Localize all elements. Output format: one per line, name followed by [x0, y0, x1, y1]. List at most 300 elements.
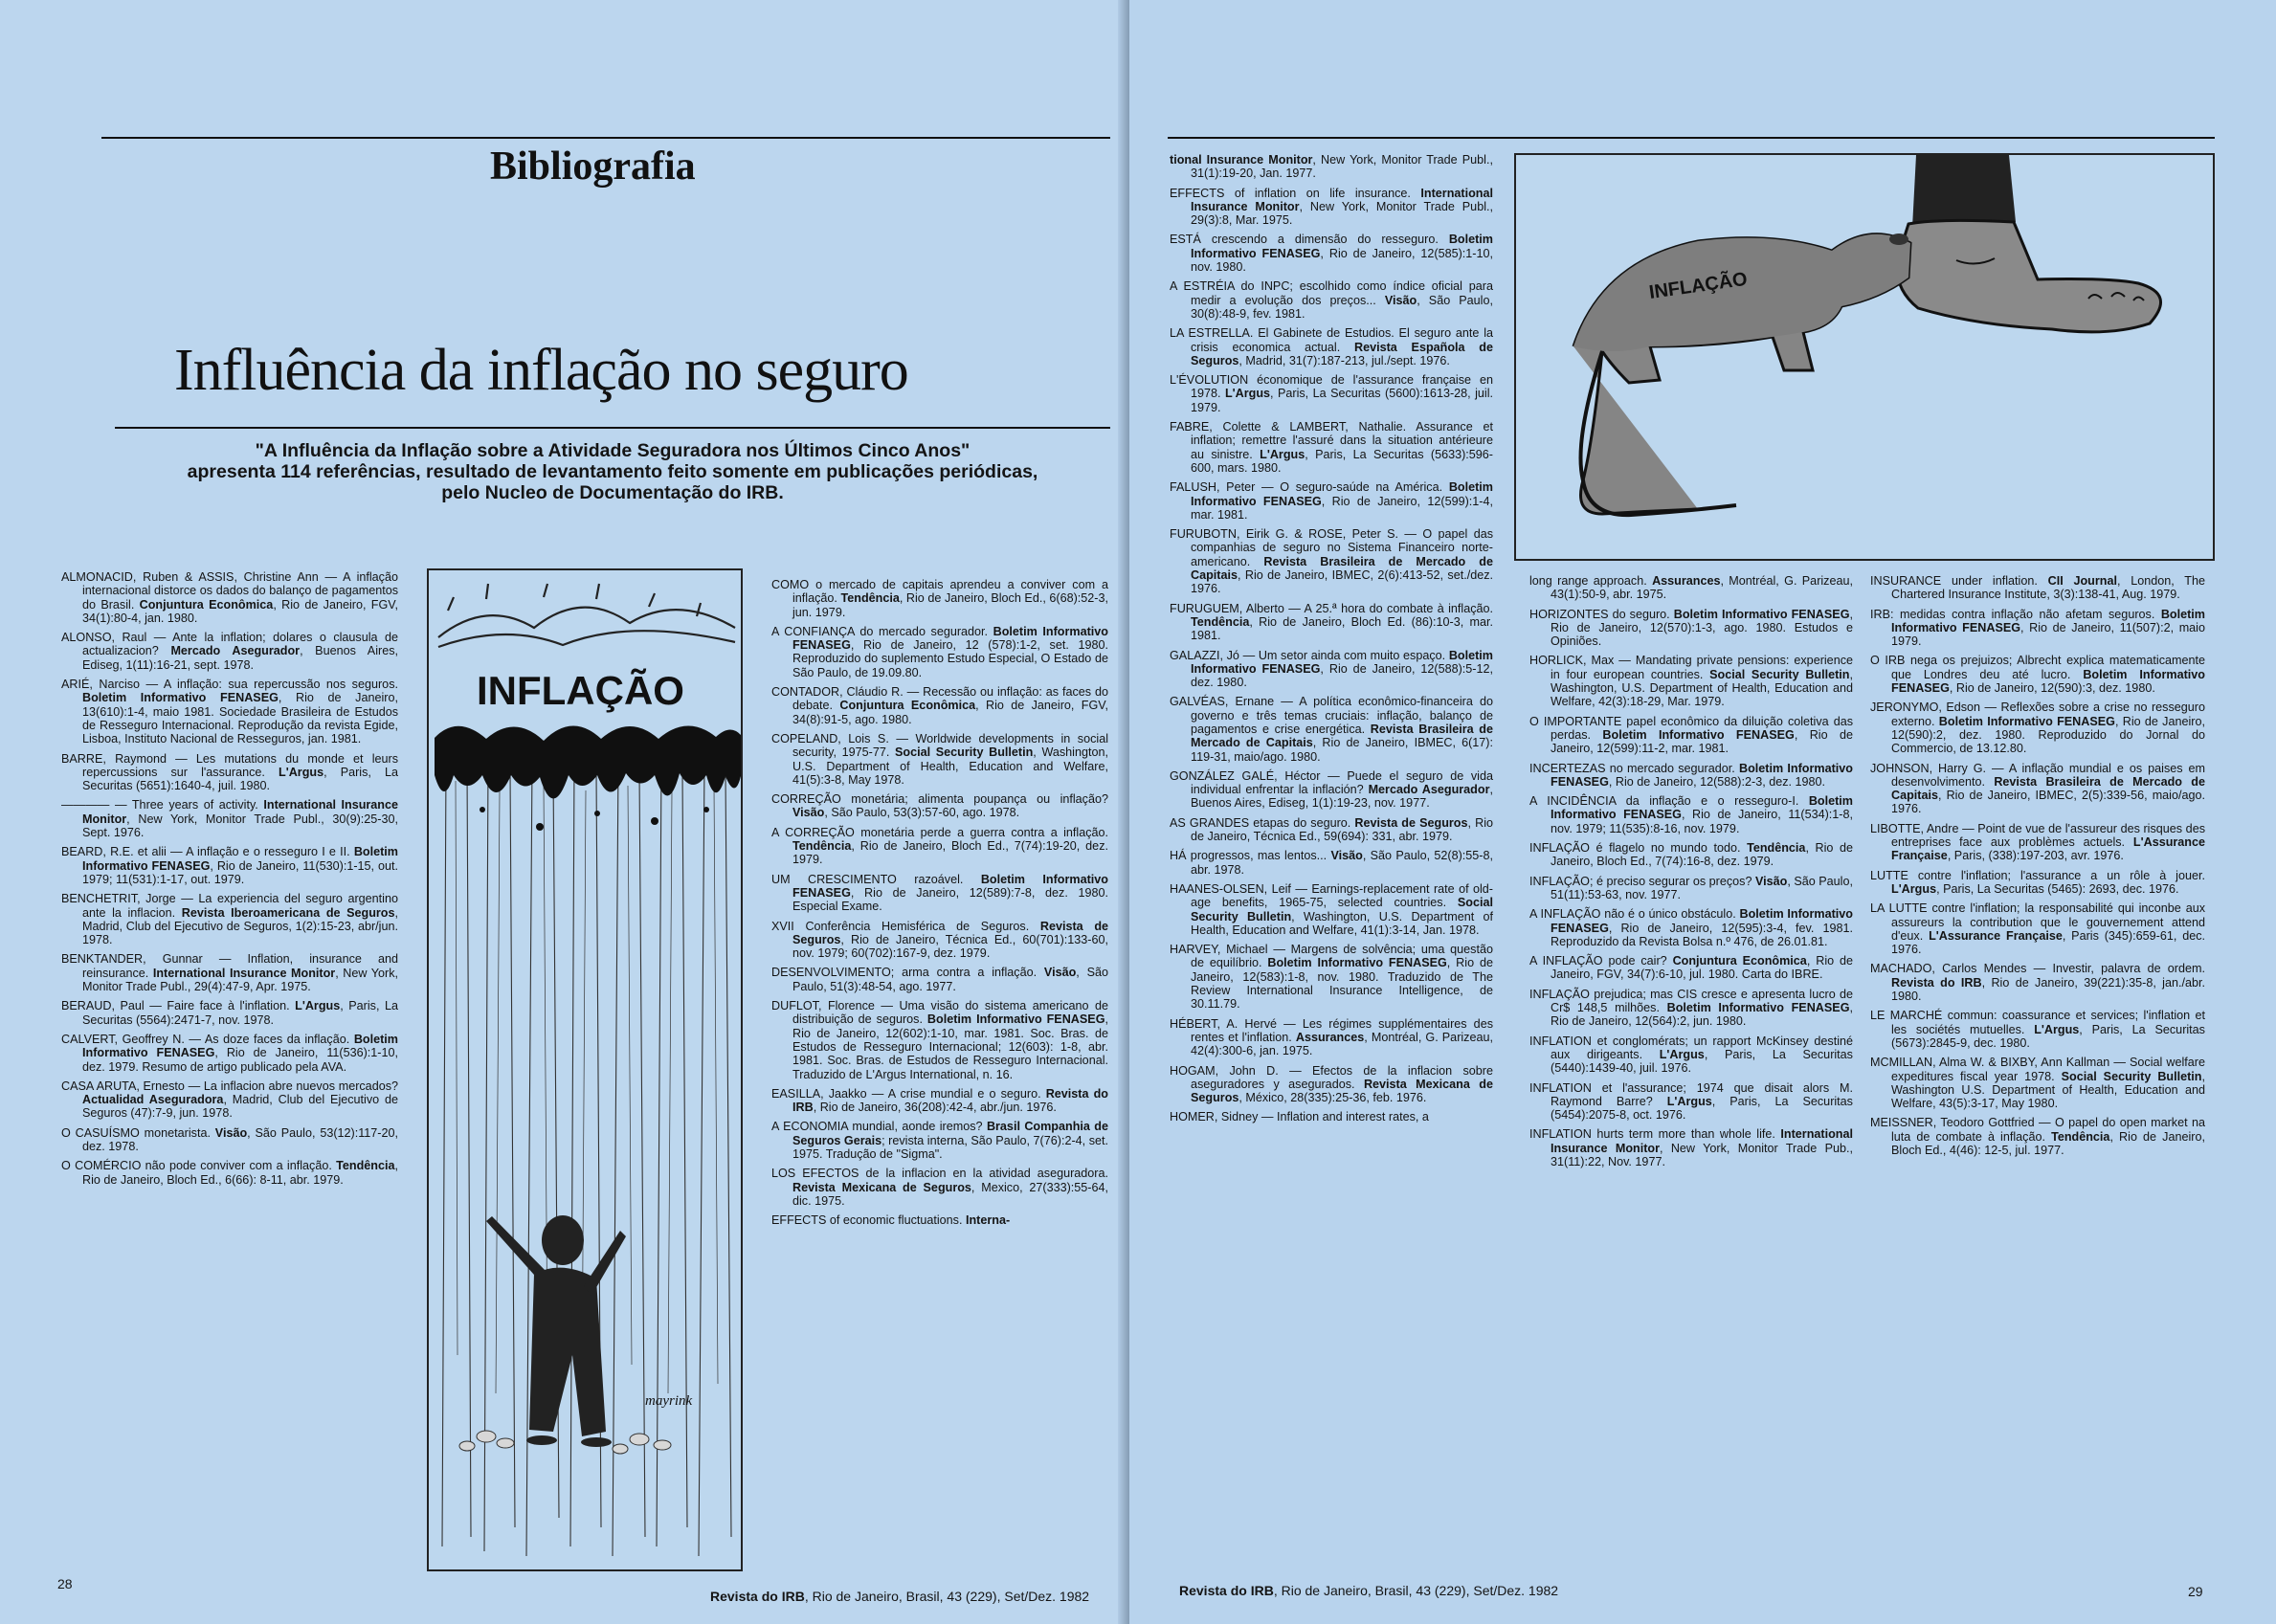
entry-source: Boletim Informativo FENASEG — [1191, 480, 1493, 508]
entry-source: Conjuntura Econômica — [1672, 954, 1807, 968]
entry-text: LA ESTRELLA. El Gabinete de Estudios. El seguro ante la crisis economica actual. — [1170, 326, 1493, 354]
entry-source: Revista Brasileira de Mercado de Capitais — [1191, 554, 1493, 583]
entry-source: Boletim Informativo FENASEG — [82, 1032, 398, 1060]
entry-text: BEARD, R.E. et alii — A inflação e o resseguro I e II. — [61, 845, 354, 859]
entry-text: GALAZZI, Jó — Um setor ainda com muito espaço. — [1170, 648, 1449, 662]
entry-details: , Paris, La Securitas (5465): 2693, dec. 1976. — [1936, 881, 2179, 896]
entry-source: Boletim Informativo FENASEG — [792, 624, 1108, 653]
bibliography-entry — [1870, 654, 2205, 695]
title-rule — [115, 427, 1110, 429]
bibliography-entry — [1870, 762, 2205, 816]
entry-text: CORREÇÃO monetária; alimenta poupança ou inflação? — [771, 792, 1108, 807]
entry-details: , São Paulo, 30(8):48-9, fev. 1981. — [1191, 293, 1493, 321]
entry-source: Visão — [792, 806, 825, 820]
entry-source: Mercado Asegurador — [170, 644, 301, 658]
bibliography-entry — [1870, 1009, 2205, 1050]
bibliography-entry — [1170, 279, 1493, 321]
entry-details: , Paris, La Securitas (5651):1640-4, juil. 1980. — [82, 765, 398, 793]
entry-source: Visão — [1043, 966, 1077, 980]
page-number: 28 — [57, 1576, 73, 1591]
entry-source: Revista do IRB — [1891, 975, 1982, 990]
bibliography-entry — [771, 732, 1108, 787]
entry-source: L'Argus — [279, 765, 324, 779]
entry-source: Revista Brasileira de Mercado de Capitais — [1891, 774, 2205, 803]
entry-details: , Buenos Aires, Ediseg, 1(1):19-23, nov. 1977. — [1191, 783, 1493, 811]
entry-text: CONTADOR, Cláudio R. — Recessão ou inflação: as faces do debate. — [771, 685, 1108, 713]
left-column-2 — [771, 578, 1108, 1233]
entry-source: tional Insurance Monitor — [1170, 153, 1313, 167]
entry-details: , Rio de Janeiro, 12(595):3-4, fev. 1981. Reproduzido da Revista Bolsa n.º 476, de 26.01.81. — [1551, 921, 1853, 948]
entry-details: , Montréal, G. Parizeau, 43(1):50-9, abr. 1975. — [1551, 574, 1853, 602]
entry-source: L'Argus — [2034, 1022, 2080, 1036]
entry-text: GONZÁLEZ GALÉ, Héctor — Puede el seguro de vida individual enfrentar la inflación? — [1170, 768, 1493, 797]
bibliography-entry — [771, 1087, 1108, 1115]
entry-details: , Paris, La Securitas (5600):1613-28, juil. 1979. — [1191, 387, 1493, 414]
entry-source: International Insurance Monitor — [1551, 1127, 1853, 1155]
bibliography-entry — [61, 952, 398, 993]
entry-text: HARVEY, Michael — Margens de solvência; uma questão de equilíbrio. — [1170, 943, 1493, 970]
rat-cartoon — [1514, 153, 2215, 561]
bibliography-entry — [61, 1159, 398, 1187]
bibliography-entry — [1170, 373, 1493, 414]
bibliography-entry — [1529, 608, 1853, 649]
entry-text: HOGAM, John D. — Efectos de la inflacion sobre aseguradores y asegurados. — [1170, 1063, 1493, 1091]
entry-text: ARIÉ, Narciso — A inflação: sua repercussão nos seguros. — [61, 678, 398, 692]
entry-source: Assurances — [1652, 574, 1721, 588]
entry-source: Visão — [1384, 293, 1417, 307]
entry-details: , Rio de Janeiro, 11(536):1-10, dez. 1979. Resumo de artigo publicado pela AVA. — [82, 1046, 398, 1074]
footer-info: , Rio de Janeiro, Brasil, 43 (229), Set/Dez. 1982 — [1273, 1583, 1559, 1598]
right-column-3 — [1870, 574, 2205, 1163]
entry-source: Conjuntura Econômica — [839, 699, 976, 713]
bibliography-entry — [61, 845, 398, 886]
entry-source: Social Security Bulletin — [2061, 1069, 2202, 1083]
entry-text: BENCHETRIT, Jorge — La experiencia del seguro argentino ante la inflacion. — [61, 892, 398, 920]
entry-details: , Rio de Janeiro, IBMEC, 2(5):339-56, maio/ago. 1976. — [1891, 789, 2205, 816]
entry-text: XVII Conferência Hemisférica de Seguros. — [771, 919, 1040, 933]
bibliography-entry — [1170, 420, 1493, 475]
bibliography-entry — [771, 873, 1108, 914]
entry-source: L'Assurance Française — [1891, 835, 2205, 863]
entry-source: Visão — [1754, 874, 1788, 888]
entry-details: , Rio de Janeiro, 11(534):1-8, nov. 1979; 11(535):8-16, nov. 1979. — [1551, 808, 1853, 835]
section-title: Bibliografia — [490, 145, 696, 189]
entry-text: A ECONOMIA mundial, aonde iremos? — [771, 1120, 987, 1134]
bibliography-entry — [1170, 882, 1493, 937]
entry-source: L'Argus — [1260, 447, 1305, 461]
entry-text: IRB: medidas contra inflação não afetam seguros. — [1870, 607, 2161, 621]
cartoon-label: INFLAÇÃO — [477, 668, 684, 713]
entry-source: L'Argus — [1666, 1094, 1712, 1108]
entry-source: Revista Mexicana de Seguros — [1191, 1077, 1494, 1105]
intro-line: pelo Nucleo de Documentação do IRB. — [441, 482, 784, 503]
bibliography-entry — [1170, 943, 1493, 1011]
top-rule — [1168, 137, 2215, 139]
entry-details: , São Paulo, 53(3):57-60, ago. 1978. — [824, 806, 1020, 820]
intro — [115, 440, 1110, 503]
bibliography-entry — [1529, 654, 1853, 708]
entry-source: Brasil Companhia de Seguros Gerais — [792, 1120, 1108, 1147]
entry-source: Interna- — [965, 1213, 1011, 1228]
entry-source: Visão — [214, 1125, 248, 1140]
entry-text: MACHADO, Carlos Mendes — Investir, palavra de ordem. — [1870, 962, 2205, 976]
entry-details: , Rio de Janeiro, Técnica Ed., 60(701):133-60, nov. 1979; 60(702):167-9, dez. 1979. — [792, 932, 1108, 961]
entry-details: , Rio de Janeiro, 12(589):7-8, dez. 1980. Especial Exame. — [792, 885, 1108, 914]
entry-details: , Paris, La Securitas (5633):596-600, mars. 1980. — [1191, 447, 1493, 475]
entry-details: , São Paulo, 52(8):55-8, abr. 1978. — [1191, 849, 1493, 877]
bibliography-entry — [1870, 574, 2205, 602]
entry-details: , New York, Monitor Trade Publ., 30(9):25-30, Sept. 1976. — [82, 812, 398, 840]
top-rule — [101, 137, 1110, 139]
entry-text: INFLAÇÃO é flagelo no mundo todo. — [1529, 841, 1748, 856]
entry-details: , Rio de Janeiro, 12(588):5-12, dez. 1980. — [1191, 661, 1493, 690]
bibliography-entry — [771, 966, 1108, 993]
bibliography-entry — [61, 798, 398, 839]
entry-text: HORIZONTES do seguro. — [1529, 607, 1674, 621]
intro-line: apresenta 114 referências, resultado de levantamento feito somente em publicações periódicas, — [187, 461, 1038, 482]
entry-details: , Washington, U.S. Department of Health, Education and Welfare, 41(1):3-14, Jan. 1978. — [1191, 909, 1494, 937]
bibliography-entry — [771, 920, 1108, 961]
footer-journal: Revista do IRB — [710, 1589, 805, 1604]
entry-details: , Rio de Janeiro, IBMEC, 6(17): 119-31, maio/ago. 1980. — [1191, 736, 1494, 764]
bibliography-entry — [1870, 901, 2205, 956]
cartoon-signature: mayrink — [645, 1393, 693, 1409]
entry-details: , Rio de Janeiro, Técnica Ed., 59(694): 331, abr. 1979. — [1191, 815, 1493, 844]
entry-source: CII Journal — [2047, 574, 2117, 588]
bibliography-entry — [1870, 608, 2205, 649]
entry-text: COPELAND, Lois S. — Worldwide developments in social security, 1975-77. — [771, 731, 1108, 760]
entry-text: ALMONACID, Ruben & ASSIS, Christine Ann — A inflação internacional distorce os dados do balanço de pagamentos do Brasil. — [61, 570, 398, 612]
bibliography-entry — [61, 631, 398, 672]
entry-text: HÉBERT, A. Hervé — Les régimes supplémentaires des rentes et l'inflation. — [1170, 1016, 1493, 1044]
bibliography-entry — [1870, 701, 2205, 755]
entry-details: , Paris (345):659-61, dec. 1976. — [1891, 928, 2205, 957]
entry-source: Revista de Seguros — [1354, 815, 1468, 830]
entry-text: FURUGUEM, Alberto — A 25.ª hora do combate à inflação. — [1170, 601, 1493, 615]
bibliography-entry — [771, 1167, 1108, 1208]
bibliography-entry — [1870, 1116, 2205, 1157]
entry-details: , New York, Monitor Trade Publ., 29(4):47-9, Apr. 1975. — [82, 966, 398, 994]
bibliography-entry — [771, 1213, 1108, 1227]
bibliography-entry — [1870, 962, 2205, 1003]
entry-details: , Montréal, G. Parizeau, 42(4):300-6, jan. 1975. — [1191, 1030, 1493, 1058]
entry-details: , Rio de Janeiro, 12(590):2, dez. 1980. Reproduzido do Jornal do Commercio, de 13.12.80. — [1891, 714, 2205, 756]
entry-text: DESENVOLVIMENTO; arma contra a inflação. — [771, 966, 1044, 980]
bibliography-entry — [771, 1120, 1108, 1161]
footer — [710, 1589, 1089, 1604]
entry-source: Boletim Informativo FENASEG — [1551, 907, 1853, 935]
bibliography-entry — [1870, 869, 2205, 897]
entry-text: A INFLAÇÃO pode cair? — [1529, 954, 1673, 968]
entry-details: , Rio de Janeiro, 12(583):1-8, nov. 1980. Traduzido de The Review International Insurance Intelligence, de 30.11.79. — [1191, 956, 1493, 1012]
entry-details: , São Paulo, 51(11):53-63, nov. 1977. — [1551, 874, 1853, 901]
bibliography-entry — [1870, 1056, 2205, 1110]
entry-details: , Rio de Janeiro, 12(599):11-2, mar. 1981. — [1551, 727, 1853, 756]
entry-source: Boletim Informativo FENASEG — [1891, 607, 2205, 634]
bibliography-entry — [61, 1126, 398, 1154]
entry-source: Boletim Informativo FENASEG — [1673, 607, 1850, 621]
bibliography-entry — [1529, 794, 1853, 835]
entry-source: Assurances — [1295, 1030, 1365, 1044]
entry-source: Revista Mexicana de Seguros — [792, 1180, 971, 1194]
entry-text: INCERTEZAS no mercado segurador. — [1529, 761, 1739, 775]
bibliography-entry — [61, 1033, 398, 1074]
entry-text: LIBOTTE, Andre — Point de vue de l'assureur des risques des entreprises face aux problèmes actuels. — [1870, 821, 2205, 850]
entry-details: , Washington U.S. Department of Health, Education and Welfare, 43(5):3-17, May 1980. — [1891, 1069, 2205, 1111]
entry-text: INFLAÇÃO prejudica; mas CIS cresce e apresenta lucro de Cr$ 148,5 milhões. — [1529, 987, 1853, 1015]
entry-text: A INFLAÇÃO não é o único obstáculo. — [1529, 907, 1740, 922]
bibliography-entry — [1170, 1017, 1493, 1058]
left-column-1 — [61, 570, 398, 1192]
right-column-2 — [1529, 574, 1853, 1174]
entry-details: , Paris, La Securitas (5440):1439-40, juil. 1976. — [1551, 1047, 1853, 1076]
bibliography-entry — [1529, 1081, 1853, 1123]
entry-text: A ESTRÉIA do INPC; escolhido como índice oficial para medir a evolução dos preços... — [1170, 279, 1493, 307]
entry-source: Boletim Informativo FENASEG — [1551, 794, 1853, 822]
entry-text: EFFECTS of inflation on life insurance. — [1170, 186, 1421, 200]
entry-text: A CONFIANÇA do mercado segurador. — [771, 624, 993, 638]
entry-source: Boletim Informativo FENASEG — [1267, 956, 1447, 970]
bibliography-entry — [771, 625, 1108, 679]
bibliography-entry — [1170, 695, 1493, 763]
entry-text: INFLAÇÃO; é preciso segurar os preços? — [1529, 874, 1755, 888]
entry-text: HÁ progressos, mas lentos... — [1170, 849, 1331, 863]
entry-details: , Madrid, 31(7):187-213, jul./sept. 1976. — [1238, 353, 1450, 367]
entry-details: , Rio de Janeiro, 12(570):1-3, ago. 1980. Estudos e Opiniões. — [1551, 607, 1853, 649]
entry-text: MCMILLAN, Alma W. & BIXBY, Ann Kallman — Social welfare expeditures fiscal year 1978. — [1870, 1056, 2205, 1083]
entry-details: , Rio de Janeiro, 13(610):1-4, maio 1981. Sociedade Brasileira de Estudos de Resseguro Internacional. Reprodução da revista Egide, Lisboa, Instituto Nacional de Resseguros, jan. 1981. — [82, 691, 398, 746]
entry-details: , Rio de Janeiro, 12(599):1-4, mar. 1981. — [1191, 494, 1493, 522]
entry-source: L'Argus — [295, 999, 341, 1013]
entry-text: HORLICK, Max — Mandating private pensions: experience in four european countries. — [1529, 654, 1853, 681]
entry-details: , Rio de Janeiro, 12(564):2, jun. 1980. — [1551, 1001, 1853, 1029]
entry-text: LE MARCHÉ commun: coassurance et services; l'inflation et les sociétés mutuelles. — [1870, 1009, 2205, 1036]
entry-text: long range approach. — [1529, 574, 1653, 588]
entry-source: International Insurance Monitor — [82, 798, 399, 826]
entry-source: Boletim Informativo FENASEG — [1551, 761, 1853, 789]
bibliography-entry — [1170, 480, 1493, 522]
entry-text: INFLATION hurts term more than whole life. — [1529, 1127, 1781, 1142]
footer-info: , Rio de Janeiro, Brasil, 43 (229), Set/Dez. 1982 — [804, 1589, 1090, 1604]
entry-text: FURUBOTN, Eirik G. & ROSE, Peter S. — O papel das companhias de seguro no Sistema Financeiro norte-americano. — [1170, 527, 1493, 568]
entry-source: Social Security Bulletin — [895, 745, 1034, 760]
entry-details: , Rio de Janeiro, 11(530):1-15, out. 1979; 11(531):1-17, out. 1979. — [82, 858, 398, 886]
bibliography-entry — [1170, 153, 1493, 181]
bibliography-entry — [771, 685, 1108, 726]
bibliography-entry — [1170, 649, 1493, 690]
entry-details: , Buenos Aires, Ediseg, 1(11):16-21, sept. 1978. — [82, 644, 398, 672]
entry-source: Actualidad Aseguradora — [82, 1093, 224, 1107]
entry-source: Boletim Informativo FENASEG — [1191, 233, 1493, 260]
entry-details: , São Paulo, 51(3):48-54, ago. 1977. — [792, 966, 1109, 993]
bibliography-entry — [1529, 841, 1853, 869]
right-column-1 — [1170, 153, 1493, 1130]
entry-source: Tendência — [2051, 1129, 2110, 1144]
entry-text: HAANES-OLSEN, Leif — Earnings-replacement rate of old-age benefits, 1965-75, selected countries. — [1170, 881, 1493, 910]
bibliography-entry — [1529, 875, 1853, 902]
entry-source: Boletim Informativo FENASEG — [1191, 648, 1493, 676]
entry-source: International Insurance Monitor — [152, 966, 336, 980]
entry-text: INFLATION et l'assurance; 1974 que disait alors M. Raymond Barre? — [1529, 1080, 1853, 1108]
entry-source: Social Security Bulletin — [1709, 667, 1850, 681]
entry-details: , New York, Monitor Trade Pub., 31(11):22, Nov. 1977. — [1551, 1141, 1853, 1168]
bibliography-entry — [1170, 769, 1493, 811]
entry-source: Revista de Seguros — [792, 919, 1109, 946]
bibliography-entry — [1170, 326, 1493, 367]
bibliography-entry — [61, 752, 398, 793]
entry-source: Mercado Asegurador — [1368, 783, 1490, 797]
entry-details: , Rio de Janeiro, 12(602):1-10, mar. 1981. Soc. Bras. de Estudos de Resseguro Internacional; 12(603): 1-8, abr. 1981. Soc. Bras. de Estudos de Resseguro Internacional. Traduzido de L'Argus International, n. 16. — [792, 1012, 1108, 1081]
entry-source: Boletim Informativo FENASEG — [792, 872, 1108, 900]
entry-text: AS GRANDES etapas do seguro. — [1170, 815, 1355, 830]
entry-text: O IRB nega os prejuizos; Albrecht explica matematicamente que Londres deu até lucro. — [1870, 654, 2205, 681]
entry-text: ———— — Three years of activity. — [61, 798, 264, 812]
bibliography-entry — [61, 999, 398, 1027]
entry-text: COMO o mercado de capitais aprendeu a conviver com a inflação. — [771, 578, 1108, 606]
entry-details: , New York, Monitor Trade Publ., 31(1):19-20, Jan. 1977. — [1191, 153, 1493, 181]
entry-text: HOMER, Sidney — Inflation and interest rates, a — [1170, 1110, 1429, 1124]
entry-text: BENKTANDER, Gunnar — Inflation, insurance and reinsurance. — [61, 952, 398, 980]
right-page — [1129, 0, 2276, 1624]
bibliography-entry — [61, 570, 398, 625]
entry-source: Revista Española de Seguros — [1191, 340, 1493, 367]
entry-text: CALVERT, Geoffrey N. — As doze faces da inflação. — [61, 1032, 354, 1046]
entry-text: UM CRESCIMENTO razoável. — [771, 872, 981, 886]
entry-source: Visão — [1330, 849, 1363, 863]
entry-details: , Rio de Janeiro, Bloch Ed., 6(66): 8-11, abr. 1979. — [82, 1159, 398, 1187]
entry-source: Boletim Informativo FENASEG — [1666, 1001, 1850, 1015]
bibliography-entry — [1529, 574, 1853, 602]
entry-text: O IMPORTANTE papel econômico da diluição coletiva das perdas. — [1529, 714, 1853, 742]
entry-details: , Rio de Janeiro, FGV, 34(7):6-10, jul. 1980. Carta do IBRE. — [1551, 954, 1854, 982]
entry-text: L'ÉVOLUTION économique de l'assurance française en 1978. — [1170, 373, 1493, 401]
inflation-cartoon — [427, 568, 743, 1571]
entry-text: A INCIDÊNCIA da inflação e o resseguro-I. — [1529, 794, 1809, 809]
entry-details: , Rio de Janeiro, 12(585):1-10, nov. 1980. — [1191, 246, 1493, 275]
bibliography-entry — [1529, 762, 1853, 790]
entry-text: ALONSO, Raul — Ante la inflation; dolares o clausula de actualizacion? — [61, 631, 398, 658]
entry-details: , Rio de Janeiro, FGV, 34(1):80-4, jan. 1980. — [82, 597, 399, 625]
entry-text: FALUSH, Peter — O seguro-saúde na América. — [1170, 480, 1449, 495]
bibliography-entry — [771, 792, 1108, 820]
entry-source: Boletim Informativo FENASEG — [82, 845, 398, 873]
entry-details: , Washington, U.S. Department of Health, Education and Welfare, 41(5):3-8, May 1978. — [792, 745, 1108, 787]
entry-details: , Paris, (338):197-203, avr. 1976. — [1947, 849, 2124, 863]
entry-details: , Rio de Janeiro, Bloch Ed., 7(74):16-8, dez. 1979. — [1551, 841, 1853, 869]
entry-details: , Paris, La Securitas (5564):2471-7, nov. 1978. — [82, 999, 398, 1027]
entry-text: A CORREÇÃO monetária perde a guerra contra a inflação. — [771, 825, 1108, 839]
entry-text: INFLATION et conglomérats; un rapport McKinsey destiné aux dirigeants. — [1529, 1034, 1853, 1061]
entry-source: Revista Brasileira de Mercado de Capitais — [1191, 722, 1493, 750]
entry-details: , Rio de Janeiro, FGV, 34(8):91-5, ago. 1980. — [792, 699, 1109, 726]
bibliography-entry — [1170, 849, 1493, 877]
entry-source: Tendência — [840, 591, 900, 606]
entry-source: Revista do IRB — [792, 1086, 1108, 1115]
bibliography-entry — [1170, 816, 1493, 844]
entry-details: , Rio de Janeiro, 11(507):2, maio 1979. — [1891, 620, 2205, 649]
entry-details: , Rio de Janeiro, 12 (578):1-2, set. 1980. Reproduzido do suplemento Estudo Especial, O Estado de São Paulo, de 19.09.80. — [792, 638, 1108, 679]
entry-details: , Washington, U.S. Department of Health, Education and Welfare, 42(3):18-29, Mar. 1979. — [1551, 667, 1853, 709]
cartoon-label: INFLAÇÃO — [1647, 268, 1750, 303]
entry-details: , Rio de Janeiro, 39(221):35-8, jan./abr. 1980. — [1891, 975, 2205, 1004]
entry-source: Boletim Informativo FENASEG — [1891, 667, 2205, 696]
entry-details: , Rio de Janeiro, Bloch Ed. (86):10-3, mar. 1981. — [1191, 614, 1493, 643]
entry-source: Boletim Informativo FENASEG — [82, 691, 279, 705]
entry-source: Boletim Informativo FENASEG — [1602, 727, 1795, 742]
bibliography-entry — [1170, 187, 1493, 228]
entry-source: Tendência — [336, 1159, 395, 1173]
entry-source: Social Security Bulletin — [1191, 896, 1493, 923]
bibliography-entry — [1170, 602, 1493, 643]
bibliography-entry — [771, 999, 1108, 1081]
entry-source: Boletim Informativo FENASEG — [926, 1012, 1105, 1027]
page-number: 29 — [2188, 1584, 2203, 1599]
entry-source: L'Argus — [1224, 387, 1271, 401]
entry-details: , Rio de Janeiro, 12(588):2-3, dez. 1980. — [1608, 774, 1826, 789]
entry-text: ESTÁ crescendo a dimensão do resseguro. — [1170, 233, 1449, 247]
entry-text: CASA ARUTA, Ernesto — La inflacion abre nuevos mercados? — [61, 1079, 398, 1093]
intro-line: "A Influência da Inflação sobre a Atividade Seguradora nos Últimos Cinco Anos" — [255, 440, 971, 461]
entry-text: O COMÉRCIO não pode conviver com a inflação. — [61, 1159, 337, 1173]
left-page — [0, 0, 1129, 1624]
entry-text: EFFECTS of economic fluctuations. — [771, 1213, 966, 1228]
entry-details: , Madrid, Club del Ejecutivo de Seguros (47):7-9, jun. 1978. — [82, 1093, 399, 1121]
entry-source: Boletim Informativo FENASEG — [1938, 714, 2115, 728]
bibliography-entry — [1529, 907, 1853, 948]
entry-details: , Rio de Janeiro, Bloch Ed., 6(68):52-3, jun. 1979. — [792, 591, 1108, 619]
entry-details: , Rio de Janeiro, IBMEC, 2(6):413-52, set./dez. 1976. — [1191, 568, 1493, 596]
entry-source: L'Assurance Française — [1929, 928, 2063, 943]
bibliography-entry — [1529, 954, 1853, 982]
bibliography-entry — [1529, 1127, 1853, 1168]
entry-source: Revista Iberoamericana de Seguros — [181, 905, 395, 920]
bibliography-entry — [771, 826, 1108, 867]
bibliography-entry — [1870, 822, 2205, 863]
entry-text: MEISSNER, Teodoro Gottfried — O papel do open market na luta de combate à inflação. — [1870, 1116, 2205, 1144]
entry-text: JOHNSON, Harry G. — A inflação mundial e os paises em desenvolvimento. — [1870, 761, 2205, 789]
entry-source: Tendência — [1191, 614, 1250, 629]
entry-source: L'Argus — [1659, 1047, 1705, 1061]
entry-details: , Rio de Janeiro, Bloch Ed., 7(74):19-20, dez. 1979. — [792, 839, 1108, 867]
entry-source: International Insurance Monitor — [1191, 186, 1493, 213]
entry-text: DUFLOT, Florence — Uma visão do sistema americano de distribuição de seguros. — [771, 999, 1108, 1027]
bibliography-entry — [1170, 233, 1493, 274]
entry-text: GALVÉAS, Ernane — A política econômico-financeira do governo e três temas cruciais: inflação, balanço de pagamentos e crise energética. — [1170, 695, 1493, 736]
bibliography-entry — [61, 678, 398, 745]
entry-details: , London, The Chartered Insurance Institute, 3(3):138-41, Aug. 1979. — [1891, 574, 2206, 602]
entry-text: O CASUÍSMO monetarista. — [61, 1125, 215, 1140]
entry-text: INSURANCE under inflation. — [1870, 574, 2048, 588]
entry-text: BERAUD, Paul — Faire face à l'inflation. — [61, 999, 296, 1013]
entry-details: , México, 28(335):25-36, feb. 1976. — [1238, 1091, 1427, 1105]
entry-details: , New York, Monitor Trade Publ., 29(3):8, Mar. 1975. — [1191, 199, 1493, 228]
footer-journal: Revista do IRB — [1179, 1583, 1274, 1598]
bibliography-entry — [771, 578, 1108, 619]
entry-source: Tendência — [1747, 841, 1806, 856]
entry-source: Tendência — [792, 839, 852, 854]
bibliography-entry — [1170, 1064, 1493, 1105]
entry-text: EASILLA, Jaakko — A crise mundial e o seguro. — [771, 1086, 1046, 1101]
bibliography-entry — [1529, 715, 1853, 756]
entry-details: , São Paulo, 53(12):117-20, dez. 1978. — [82, 1125, 398, 1153]
entry-source: L'Argus — [1891, 881, 1937, 896]
entry-details: , Paris, La Securitas (5454):2075-8, oct. 1976. — [1551, 1094, 1853, 1123]
entry-details: , Rio de Janeiro, 36(208):42-4, abr./jun. 1976. — [813, 1101, 1057, 1115]
entry-details: , Rio de Janeiro, 12(590):3, dez. 1980. — [1949, 681, 2155, 696]
entry-details: , Rio de Janeiro, Bloch Ed., 4(46): 12-5, jul. 1977. — [1891, 1129, 2205, 1157]
entry-details: ; revista interna, São Paulo, 7(76):2-4, set. 1975. Tradução de "Sigma". — [792, 1133, 1108, 1161]
entry-text: LOS EFECTOS de la inflacion en la atividad aseguradora. — [771, 1167, 1108, 1181]
